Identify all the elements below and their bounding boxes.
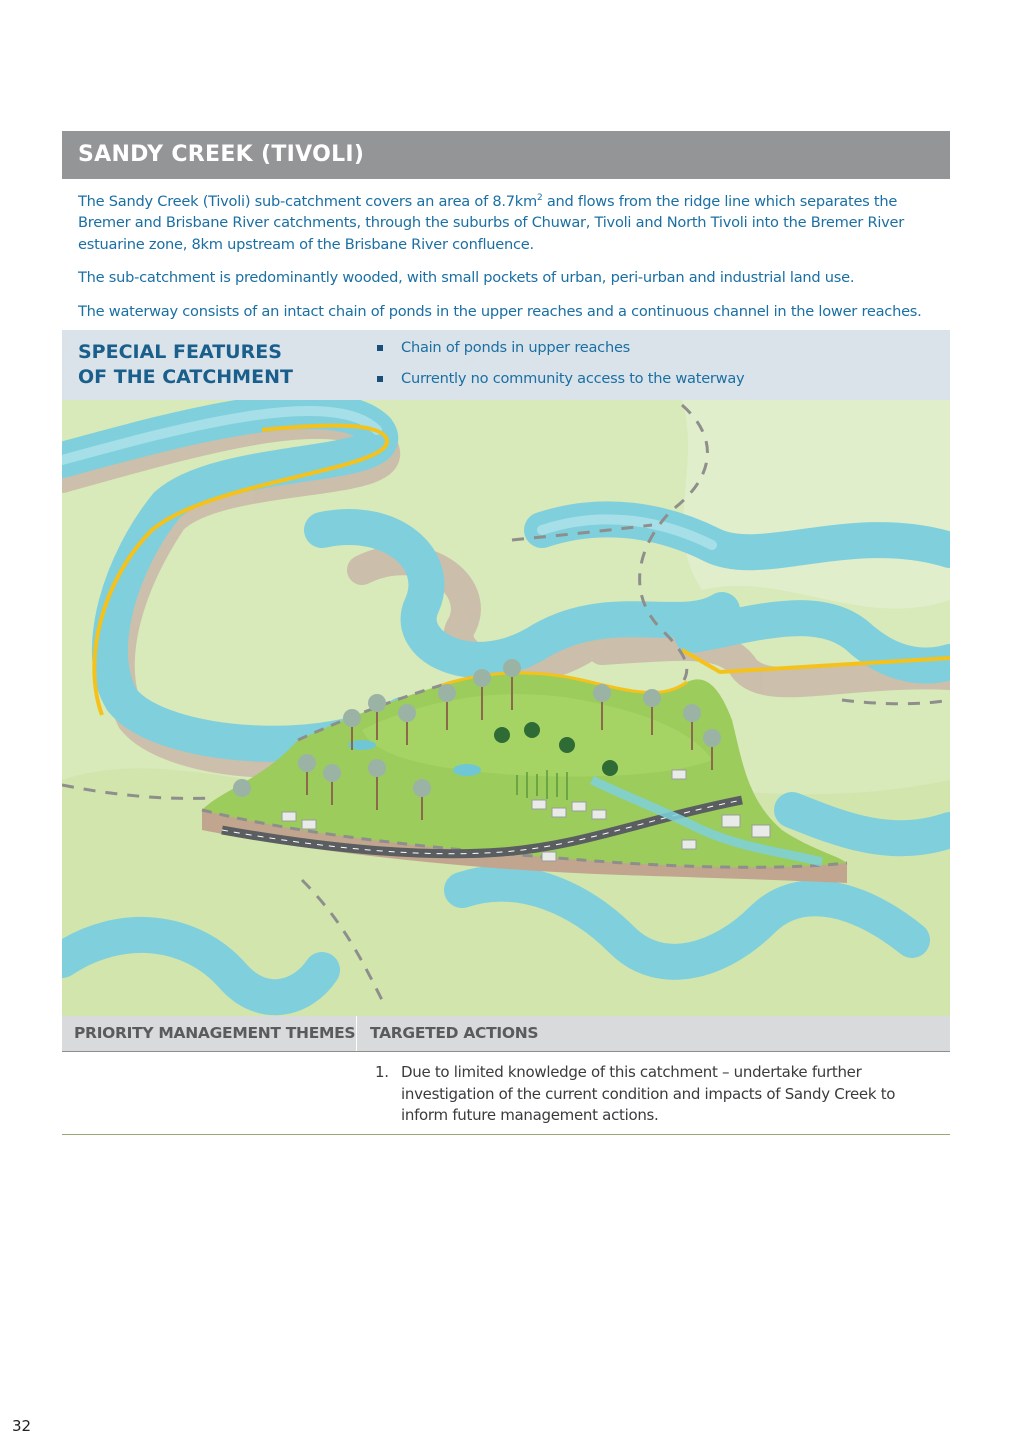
page-number: 32 bbox=[12, 1417, 32, 1435]
intro-paragraph-landuse: The sub-catchment is predominantly wooded, with small pockets of urban, peri-urban and industrial land use. bbox=[78, 269, 855, 287]
feature-item bbox=[376, 369, 744, 389]
land-patch bbox=[682, 400, 950, 609]
square-bullet-icon bbox=[377, 376, 383, 382]
header-priority-themes: PRIORITY MANAGEMENT THEMES bbox=[74, 1024, 356, 1042]
feature-item bbox=[376, 338, 744, 358]
special-features-list bbox=[376, 338, 744, 400]
special-features-heading-line1: SPECIAL FEATURES bbox=[78, 341, 282, 363]
section-title: SANDY CREEK (TIVOLI) bbox=[62, 131, 950, 179]
intro-text bbox=[78, 188, 940, 334]
special-features-heading bbox=[78, 340, 338, 390]
action-number: 1. bbox=[375, 1063, 389, 1081]
pond bbox=[453, 764, 481, 776]
column-divider bbox=[356, 1016, 357, 1051]
actions-table-body bbox=[62, 1052, 950, 1135]
catchment-illustration bbox=[62, 400, 950, 1016]
intro-p1-end: and flows from the ridge line which separates the Bremer and Brisbane River catchments, through the suburbs of Chuwar, Tivoli and North Tivoli into the Bremer River estuarine zone, 8km upstream of the Brisbane River confluence. bbox=[78, 192, 905, 253]
special-features-panel bbox=[62, 330, 950, 400]
intro-p1-start: The Sandy Creek (Tivoli) sub-catchment covers an area of 8.7km bbox=[78, 192, 537, 210]
special-features-heading-line2: OF THE CATCHMENT bbox=[78, 366, 293, 388]
header-targeted-actions: TARGETED ACTIONS bbox=[370, 1024, 539, 1042]
intro-paragraph-area bbox=[78, 188, 940, 255]
action-text: Due to limited knowledge of this catchment – undertake further investigation of the current condition and impacts of Sandy Creek to inform future management actions. bbox=[401, 1063, 896, 1124]
actions-table-header bbox=[62, 1016, 950, 1052]
feature-item-text: Currently no community access to the waterway bbox=[401, 370, 745, 387]
intro-p1-superscript: 2 bbox=[536, 193, 543, 203]
feature-item-text: Chain of ponds in upper reaches bbox=[401, 339, 631, 356]
square-bullet-icon bbox=[377, 345, 383, 351]
intro-paragraph-waterway: The waterway consists of an intact chain of ponds in the upper reaches and a continuous channel in the lower reaches. bbox=[78, 302, 922, 320]
action-item bbox=[375, 1062, 925, 1127]
